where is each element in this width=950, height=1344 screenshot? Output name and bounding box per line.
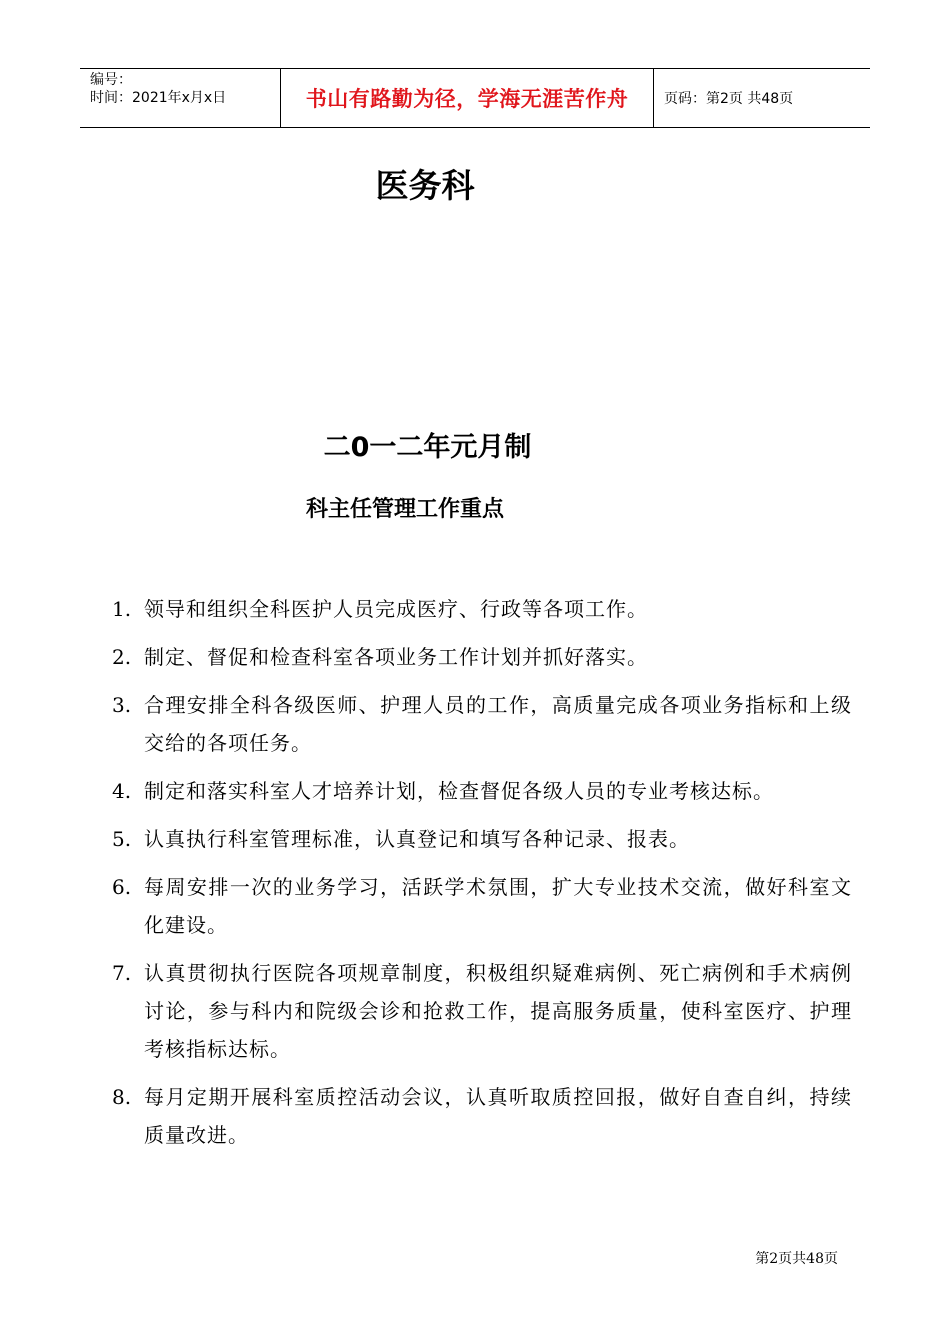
document-title: 医务科 [375, 166, 475, 205]
item-number: 3. [112, 693, 132, 717]
header-motto: 书山有路勤为径，学海无涯苦作舟 [305, 87, 629, 111]
header-page-info: 页码：第2页 共48页 [664, 91, 794, 107]
item-text: 制定、督促和检查科室各项业务工作计划并抓好落实。 [144, 645, 648, 669]
list-item [112, 638, 852, 676]
list-item [112, 590, 852, 628]
item-text: 合理安排全科各级医师、护理人员的工作，高质量完成各项业务指标和上级交给的各项任务。 [144, 693, 852, 755]
list-item [112, 1078, 852, 1154]
list-item [112, 954, 852, 1068]
number-label: 编号： [90, 72, 132, 88]
list-item [112, 686, 852, 762]
item-text: 每月定期开展科室质控活动会议，认真听取质控回报，做好自查自纠，持续质量改进。 [144, 1085, 852, 1147]
list-item [112, 820, 852, 858]
list-item [112, 772, 852, 810]
item-number: 5. [112, 827, 132, 851]
section-subtitle: 科主任管理工作重点 [305, 497, 504, 522]
duty-list [112, 590, 852, 1164]
item-number: 4. [112, 779, 132, 803]
item-number: 8. [112, 1085, 132, 1109]
item-number: 7. [112, 961, 132, 985]
header-motto-cell [281, 69, 654, 127]
list-item [112, 868, 852, 944]
item-number: 2. [112, 645, 132, 669]
item-number: 1. [112, 597, 132, 621]
item-text: 制定和落实科室人才培养计划，检查督促各级人员的专业考核达标。 [144, 779, 774, 803]
page-footer: 第2页共48页 [755, 1251, 838, 1267]
header-meta [80, 69, 281, 127]
item-text: 每周安排一次的业务学习，活跃学术氛围，扩大专业技术交流，做好科室文化建设。 [144, 875, 852, 937]
item-number: 6. [112, 875, 132, 899]
date-line: 二0一二年元月制 [323, 432, 532, 463]
item-text: 领导和组织全科医护人员完成医疗、行政等各项工作。 [144, 597, 648, 621]
item-text: 认真贯彻执行医院各项规章制度，积极组织疑难病例、死亡病例和手术病例讨论，参与科内和院级会诊和抢救工作，提高服务质量，使科室医疗、护理考核指标达标。 [144, 961, 852, 1061]
item-text: 认真执行科室管理标准，认真登记和填写各种记录、报表。 [144, 827, 690, 851]
time-label: 时间：2021年x月x日 [90, 90, 227, 106]
document-header [80, 68, 870, 128]
